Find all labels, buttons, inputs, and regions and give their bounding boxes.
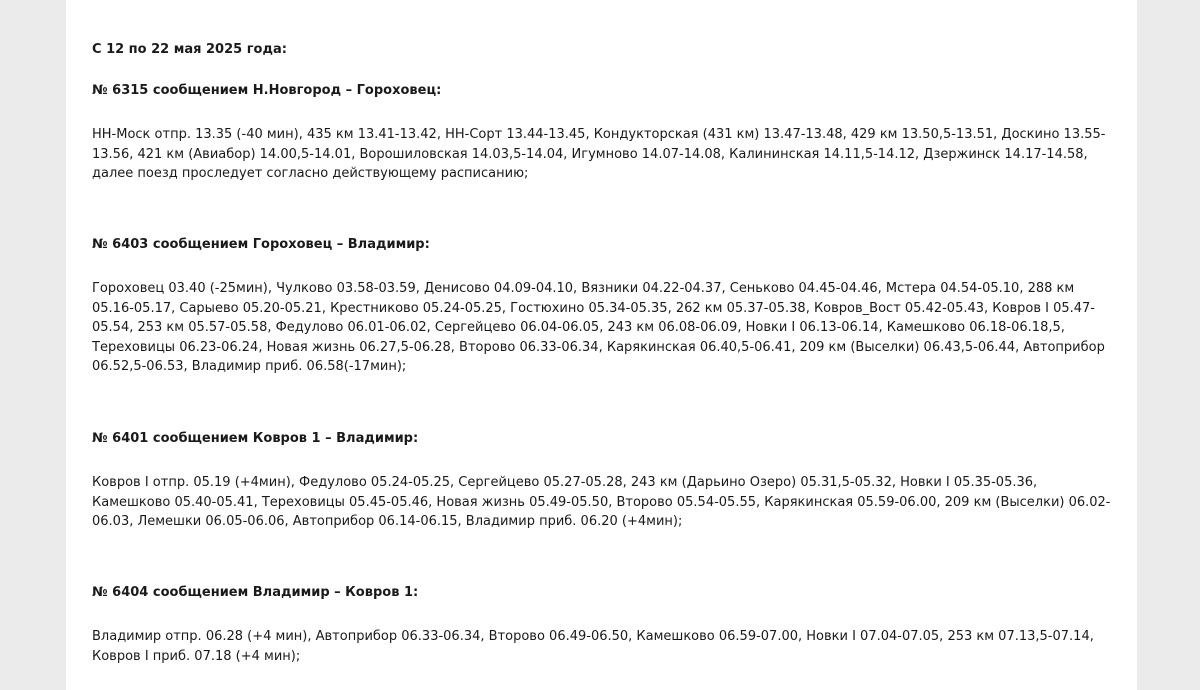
train-stops: Гороховец 03.40 (-25мин), Чулково 03.58-03.59, Денисово 04.09-04.10, Вязники 04.22-04.37, Сеньково 04.45-04.46, Мстера 04.54-05.10, 288 км 05.16-05.17, Сарыево 05.20-05.21, Крестниково 05.24-05.25, Гостюхино 05.34-05.35, 262 км 05.37-05.38, Ковров_Вост 05.42-05.43, Ковров I 05.47-05.54, 253 км 05.57-05.58, Федулово 06.01-06.02, Сергейцево 06.04-06.05, 243 км 06.08-06.09, Новки I 06.13-06.14, Камешково 06.18-06.18,5, Тереховицы 06.23-06.24, Новая жизнь 06.27,5-06.28, Второво 06.33-06.34, Карякинская 06.40,5-06.41, 209 км (Выселки) 06.43,5-06.44, Автоприбор 06.52,5-06.53, Владимир приб. 06.58(-17мин); xyxy=(92,281,1105,375)
train-heading: № 6403 сообщением Гороховец – Владимир: xyxy=(92,237,430,252)
train-stops: НН-Моск отпр. 13.35 (-40 мин), 435 км 13.41-13.42, НН-Сорт 13.44-13.45, Кондукторская (431 км) 13.47-13.48, 429 км 13.50,5-13.51, Доскино 13.55-13.56, 421 км (Авиабор) 14.00,5-14.01, Ворошиловская 14.03,5-14.04, Игумново 14.07-14.08, Калининская 14.11,5-14.12, Дзержинск 14.17-14.58, далее поезд проследует согласно действующему расписанию; xyxy=(92,127,1106,182)
train-block-6401 xyxy=(92,429,1113,532)
schedule-document xyxy=(66,0,1137,690)
train-stops: Владимир отпр. 06.28 (+4 мин), Автоприбор 06.33-06.34, Второво 06.49-06.50, Камешково 06.59-07.00, Новки I 07.04-07.05, 253 км 07.13,5-07.14, Ковров I приб. 07.18 (+4 мин); xyxy=(92,629,1094,664)
train-heading: № 6315 сообщением Н.Новгород – Гороховец: xyxy=(92,83,442,98)
train-block-6404 xyxy=(92,583,1113,666)
train-heading: № 6404 сообщением Владимир – Ковров 1: xyxy=(92,585,419,600)
period-heading: С 12 по 22 мая 2025 года: xyxy=(92,42,287,57)
train-stops: Ковров I отпр. 05.19 (+4мин), Федулово 05.24-05.25, Сергейцево 05.27-05.28, 243 км (Дарьино Озеро) 05.31,5-05.32, Новки I 05.35-05.36, Камешково 05.40-05.41, Тереховицы 05.45-05.46, Новая жизнь 05.49-05.50, Второво 05.54-05.55, Карякинская 05.59-06.00, 209 км (Выселки) 06.02-06.03, Лемешки 06.05-06.06, Автоприбор 06.14-06.15, Владимир приб. 06.20 (+4мин); xyxy=(92,475,1111,530)
train-heading: № 6401 сообщением Ковров 1 – Владимир: xyxy=(92,431,419,446)
train-block-6315 xyxy=(92,81,1113,184)
train-block-6403 xyxy=(92,235,1113,376)
